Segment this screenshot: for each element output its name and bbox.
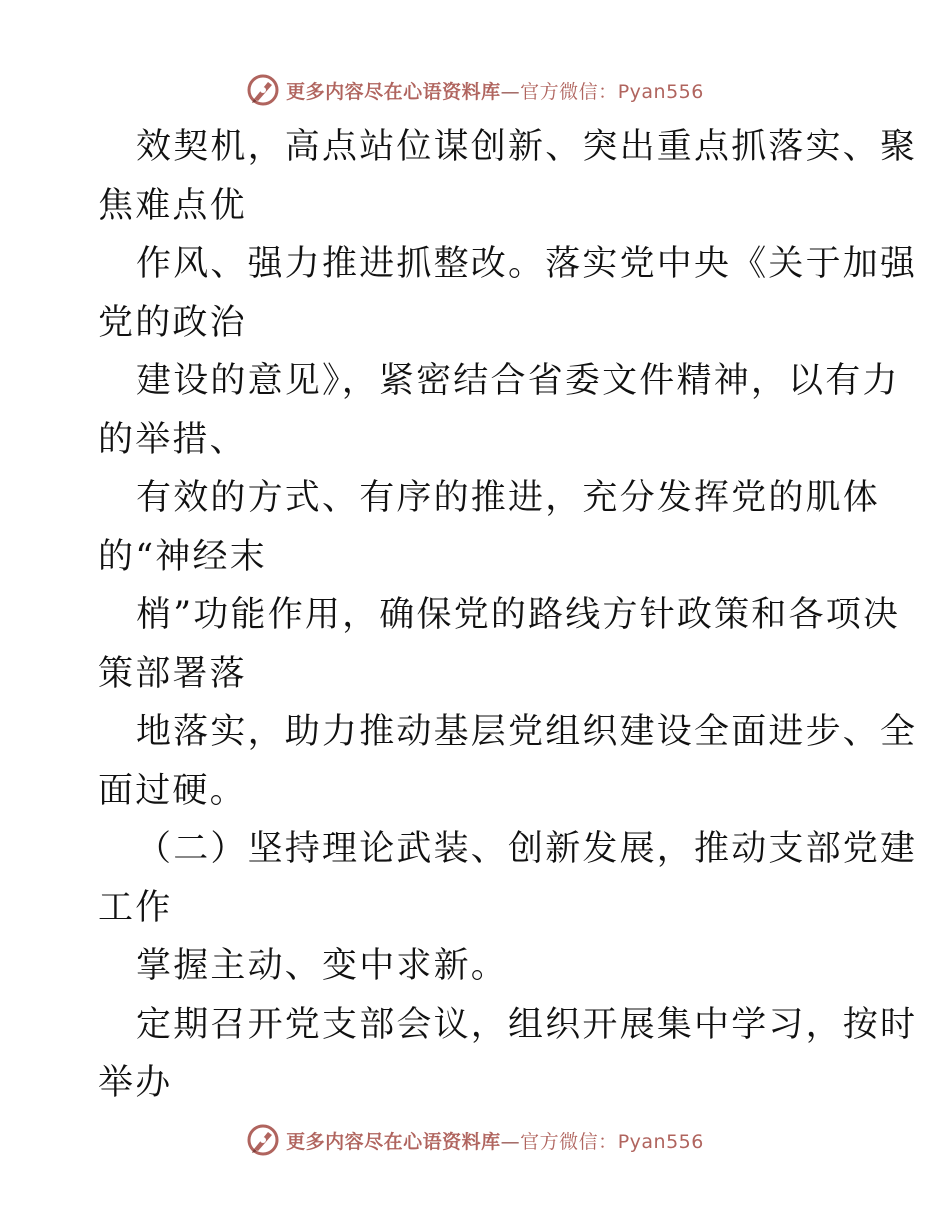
document-body [98,118,918,1113]
header-banner [0,70,950,110]
body-line: 工作 [98,887,173,928]
header-banner-text [286,77,704,104]
body-line: 党的政治 [98,302,247,343]
header-banner-label: 官方微信： [520,80,618,103]
footer-banner-inner [246,1123,704,1157]
body-line: 的“神经末 [98,536,267,577]
body-line: 面过硬。 [98,770,247,811]
header-banner-dash: — [500,80,521,103]
header-banner-main: 更多内容尽在心语资料库 [286,80,501,103]
header-banner-id: Pyan556 [617,80,704,103]
body-line: 举办 [98,1063,173,1103]
body-line: 建设的意见》，紧密结合省委文件精神，以有力 [136,361,900,401]
footer-banner-id: Pyan556 [617,1130,704,1153]
footer-banner-dash: — [500,1130,521,1153]
pen-logo-icon [246,1123,280,1157]
body-line: 作风、强力推进抓整改。落实党中央《关于加强 [136,244,918,284]
body-line: 掌握主动、变中求新。 [136,946,509,986]
body-line: 的举措、 [98,419,247,460]
body-line: 效契机，高点站位谋创新、突出重点抓落实、聚 [136,127,918,167]
footer-banner-main: 更多内容尽在心语资料库 [286,1130,501,1153]
body-line: （二）坚持理论武装、创新发展，推动支部党建 [136,829,918,869]
header-banner-inner [246,73,704,107]
body-line: 地落实，助力推动基层党组织建设全面进步、全 [136,712,918,752]
body-line: 策部署落 [98,653,247,694]
body-line: 梢”功能作用，确保党的路线方针政策和各项决 [136,595,901,635]
body-line: 焦难点优 [98,185,247,226]
body-line: 定期召开党支部会议，组织开展集中学习，按时 [136,1004,918,1045]
footer-banner [0,1120,950,1160]
footer-banner-label: 官方微信： [520,1130,618,1153]
footer-banner-text [286,1127,704,1154]
body-line: 有效的方式、有序的推进，充分发挥党的肌体 [136,478,881,518]
pen-logo-icon [246,73,280,107]
